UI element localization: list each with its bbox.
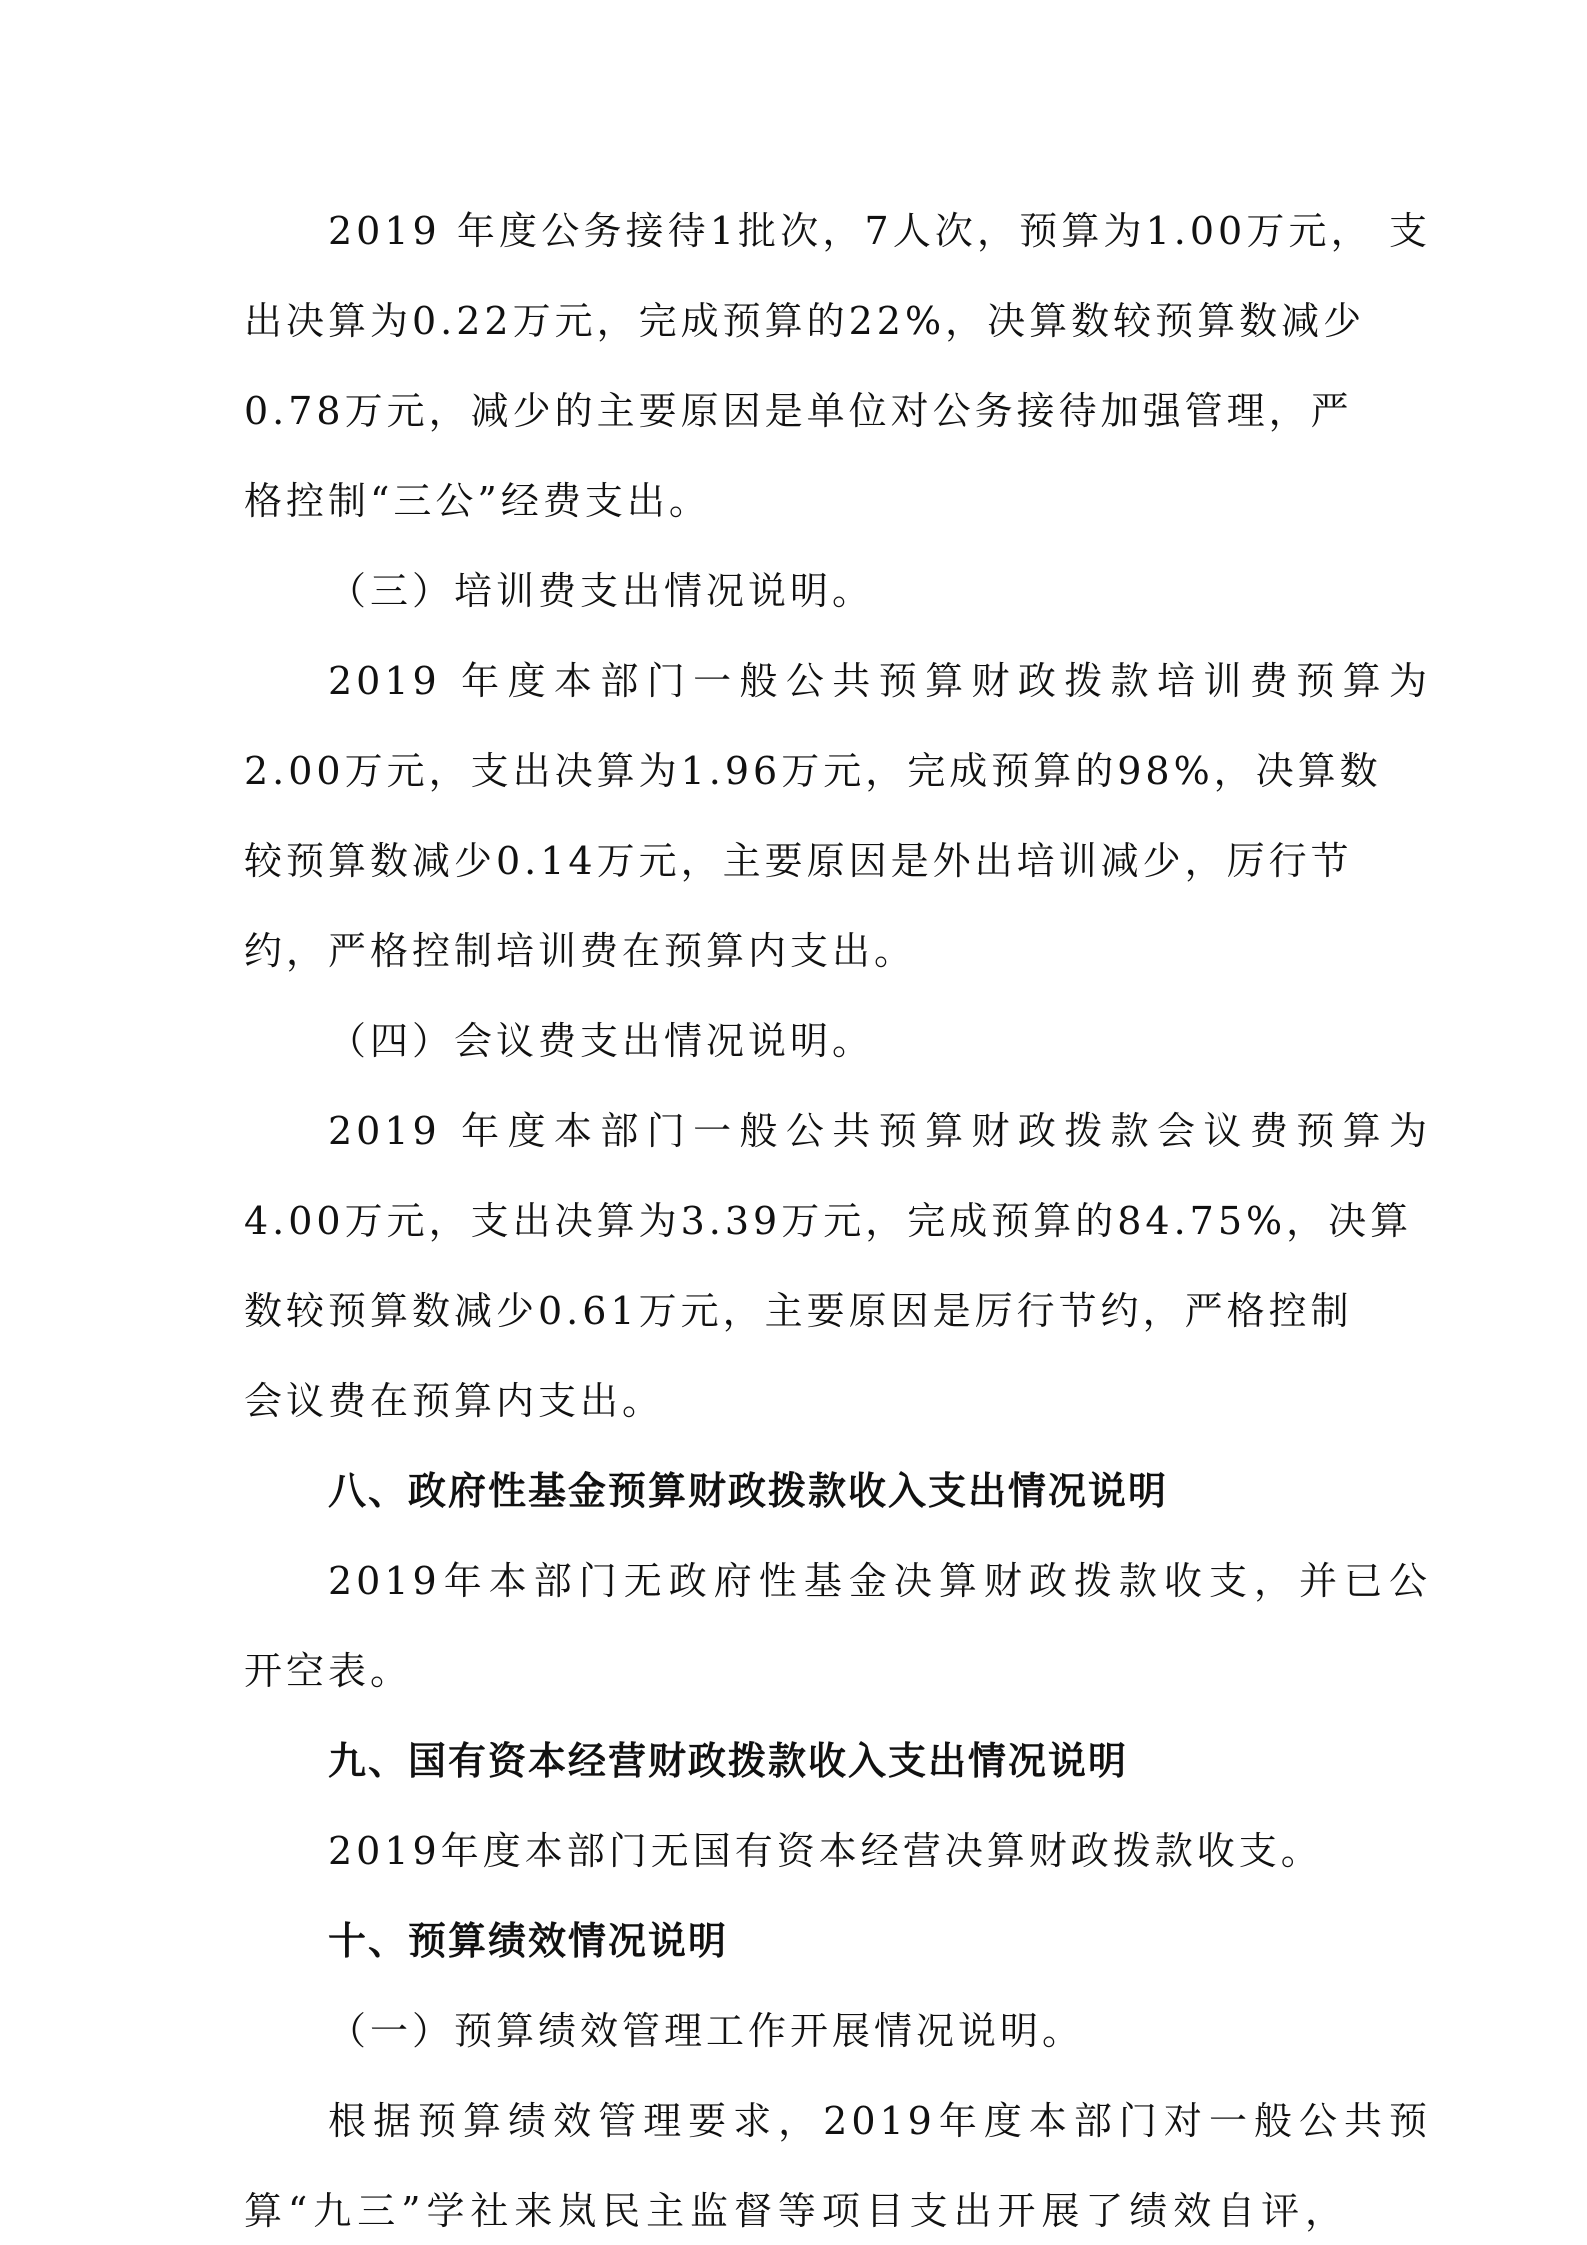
paragraph-line: 2019 年度本部门一般公共预算财政拨款培训费预算为 [328, 659, 1431, 703]
paragraph-line: 0.78万元，减少的主要原因是单位对公务接待加强管理，严 [244, 389, 1353, 433]
subsection-heading: （一）预算绩效管理工作开展情况说明。 [328, 2009, 1085, 2053]
paragraph-line: 出决算为0.22万元，完成预算的22%，决算数较预算数减少 [244, 299, 1366, 343]
paragraph-line: 格控制“三公”经费支出。 [244, 479, 711, 523]
paragraph-line: 2.00万元，支出决算为1.96万元，完成预算的98%，决算数 [244, 749, 1382, 793]
paragraph-line: 2019年度本部门无国有资本经营决算财政拨款收支。 [328, 1829, 1323, 1873]
paragraph-line: 4.00万元，支出决算为3.39万元，完成预算的84.75%，决算 [244, 1199, 1413, 1243]
paragraph-line: 约，严格控制培训费在预算内支出。 [244, 929, 917, 973]
paragraph-line: 数较预算数减少0.61万元，主要原因是厉行节约，严格控制 [244, 1289, 1353, 1333]
paragraph-line: 2019 年度本部门一般公共预算财政拨款会议费预算为 [328, 1109, 1431, 1153]
section-heading: 十、预算绩效情况说明 [328, 1919, 729, 1963]
paragraph-line: 开空表。 [244, 1649, 413, 1693]
paragraph-line: 2019年本部门无政府性基金决算财政拨款收支，并已公 [328, 1559, 1431, 1603]
paragraph-line: 算“九三”学社来岚民主监督等项目支出开展了绩效自评， [244, 2189, 1347, 2233]
paragraph-line: 会议费在预算内支出。 [244, 1379, 665, 1423]
section-heading: 八、政府性基金预算财政拨款收入支出情况说明 [328, 1469, 1169, 1513]
paragraph-line: 根据预算绩效管理要求，2019年度本部门对一般公共预 [328, 2099, 1431, 2143]
paragraph-line: 2019 年度公务接待1批次，7人次，预算为1.00万元， 支 [328, 209, 1431, 253]
section-heading: 九、国有资本经营财政拨款收入支出情况说明 [328, 1739, 1129, 1783]
paragraph-line: 较预算数减少0.14万元，主要原因是外出培训减少，厉行节 [244, 839, 1353, 883]
subsection-heading: （三）培训费支出情况说明。 [328, 569, 875, 613]
subsection-heading: （四）会议费支出情况说明。 [328, 1019, 875, 1063]
